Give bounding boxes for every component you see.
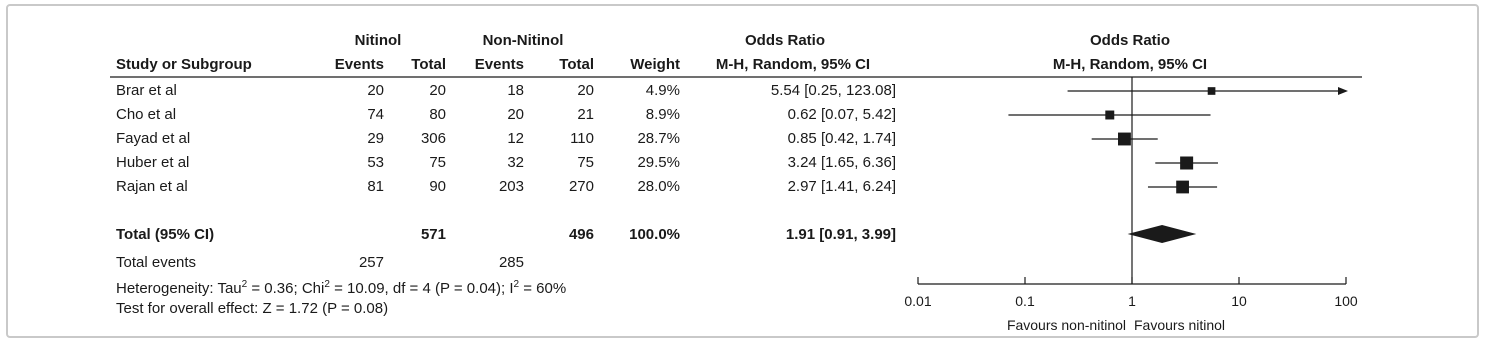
favours-right-label: Favours nitinol bbox=[1134, 317, 1226, 333]
ci-arrow bbox=[1338, 87, 1348, 95]
events-non-nitinol: 20 bbox=[507, 106, 524, 123]
total-nitinol: 75 bbox=[429, 154, 446, 171]
col-header-or-method: M-H, Random, 95% CI bbox=[715, 56, 871, 73]
or-ci-text: 3.24 [1.65, 6.36] bbox=[787, 154, 896, 171]
x-tick-label: 10 bbox=[1231, 293, 1247, 309]
or-table-title: Odds Ratio bbox=[744, 32, 825, 49]
study-name: Cho et al bbox=[116, 106, 177, 123]
study-name: Brar et al bbox=[116, 82, 177, 99]
total-nitinol: 306 bbox=[420, 130, 446, 147]
total-nitinol: 20 bbox=[429, 82, 446, 99]
x-tick-label: 1 bbox=[1128, 293, 1136, 309]
total-weight: 100.0% bbox=[629, 226, 680, 243]
study-name: Huber et al bbox=[116, 154, 190, 171]
or-ci-text: 2.97 [1.41, 6.24] bbox=[787, 178, 896, 195]
forest-plot-marks bbox=[918, 77, 1348, 284]
group-header-non-nitinol: Non-Nitinol bbox=[482, 32, 564, 49]
events-nitinol: 53 bbox=[367, 154, 384, 171]
total-non-nitinol: 21 bbox=[577, 106, 594, 123]
total-label: Total (95% CI) bbox=[116, 226, 215, 243]
study-point bbox=[1208, 87, 1216, 95]
study-point bbox=[1180, 157, 1193, 170]
col-header-total-non-nitinol: Total bbox=[559, 56, 594, 73]
study-point bbox=[1118, 133, 1131, 146]
study-point bbox=[1105, 111, 1114, 120]
events-nitinol: 81 bbox=[367, 178, 384, 195]
or-ci-text: 0.62 [0.07, 5.42] bbox=[787, 106, 896, 123]
col-header-events-nitinol: Events bbox=[334, 56, 384, 73]
or-plot-title: Odds Ratio bbox=[1089, 32, 1170, 49]
total-non-nitinol: 270 bbox=[568, 178, 594, 195]
col-header-events-non-nitinol: Events bbox=[474, 56, 524, 73]
group-header-nitinol: Nitinol bbox=[354, 32, 402, 49]
total-nitinol: 571 bbox=[420, 226, 446, 243]
total-non-nitinol: 496 bbox=[568, 226, 594, 243]
events-non-nitinol: 32 bbox=[507, 154, 524, 171]
events-non-nitinol: 203 bbox=[498, 178, 524, 195]
weight: 29.5% bbox=[637, 154, 680, 171]
events-nitinol: 29 bbox=[367, 130, 384, 147]
or-ci-text: 5.54 [0.25, 123.08] bbox=[770, 82, 896, 99]
total-non-nitinol: 20 bbox=[577, 82, 594, 99]
total-non-nitinol: 75 bbox=[577, 154, 594, 171]
study-name: Fayad et al bbox=[116, 130, 191, 147]
col-header-study: Study or Subgroup bbox=[116, 56, 252, 73]
total-or-text: 1.91 [0.91, 3.99] bbox=[785, 226, 896, 243]
x-tick-label: 0.1 bbox=[1015, 293, 1035, 309]
events-non-nitinol: 12 bbox=[507, 130, 524, 147]
x-tick-label: 0.01 bbox=[904, 293, 932, 309]
pooled-diamond bbox=[1128, 225, 1197, 243]
heterogeneity-stats: Heterogeneity: Tau$^2$ = 0.36; Chi$^2$ = 10.09, df = 4 (P = 0.04); $I^2 = 60\%$ bbox=[116, 279, 567, 297]
weight: 28.7% bbox=[637, 130, 680, 147]
weight: 8.9% bbox=[645, 106, 680, 123]
col-header-weight: Weight bbox=[630, 56, 680, 73]
study-point bbox=[1176, 181, 1189, 194]
events-non-nitinol: 18 bbox=[507, 82, 524, 99]
total-events-nitinol: 257 bbox=[358, 254, 384, 271]
col-header-total-nitinol: Total bbox=[411, 56, 446, 73]
total-nitinol: 90 bbox=[429, 178, 446, 195]
or-ci-text: 0.85 [0.42, 1.74] bbox=[787, 130, 896, 147]
study-name: Rajan et al bbox=[116, 178, 188, 195]
favours-left-label: Favours non-nitinol bbox=[1006, 317, 1126, 333]
events-nitinol: 74 bbox=[367, 106, 384, 123]
total-non-nitinol: 110 bbox=[570, 130, 594, 147]
total-events-non-nitinol: 285 bbox=[498, 254, 524, 271]
x-tick-label: 100 bbox=[1334, 293, 1358, 309]
weight: 28.0% bbox=[637, 178, 680, 195]
overall-effect-test: Test for overall effect: Z = 1.72 (P = 0.08) bbox=[116, 300, 389, 317]
total-nitinol: 80 bbox=[429, 106, 446, 123]
total-events-label: Total events bbox=[116, 254, 197, 271]
plot-header-method: M-H, Random, 95% CI bbox=[1052, 56, 1208, 73]
events-nitinol: 20 bbox=[367, 82, 384, 99]
weight: 4.9% bbox=[645, 82, 680, 99]
